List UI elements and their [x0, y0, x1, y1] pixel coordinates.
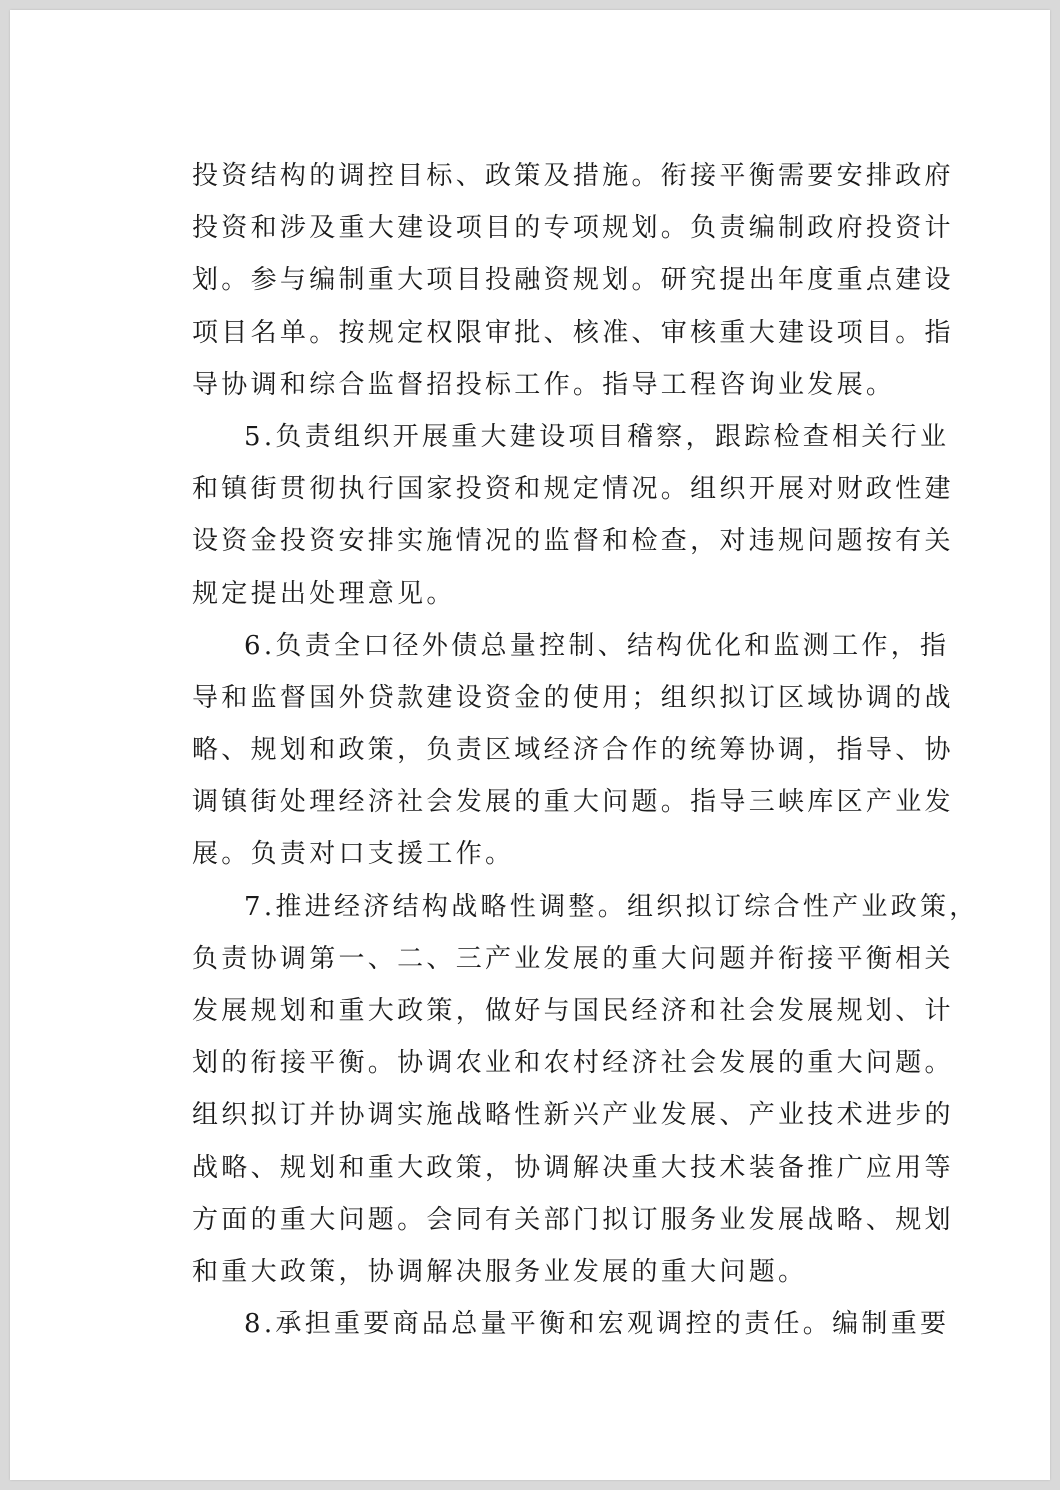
text-line: 项目名单。按规定权限审批、核准、审核重大建设项目。指: [192, 317, 954, 348]
text-line: 导和监督国外贷款建设资金的使用；组织拟订区域协调的战: [192, 682, 954, 713]
text-line: 负责协调第一、二、三产业发展的重大问题并衔接平衡相关: [192, 943, 954, 974]
text-line: 发展规划和重大政策，做好与国民经济和社会发展规划、计: [192, 996, 954, 1026]
text-line: 设资金投资安排实施情况的监督和检查，对违规问题按有关: [192, 526, 954, 557]
text-line: 展。负责对口支援工作。: [192, 839, 515, 870]
text-line: 战略、规划和重大政策，协调解决重大技术装备推广应用等: [192, 1152, 954, 1183]
text-line: 和重大政策，协调解决服务业发展的重大问题。: [192, 1256, 808, 1287]
paragraph-8-first-line: 8.承担重要商品总量平衡和宏观调控的责任。编制重要: [244, 1309, 950, 1340]
text-line: 调镇街处理经济社会发展的重大问题。指导三峡库区产业发: [192, 787, 954, 818]
text-line: 导协调和综合监督招投标工作。指导工程咨询业发展。: [192, 369, 896, 400]
text-line: 方面的重大问题。会同有关部门拟订服务业发展战略、规划: [192, 1204, 954, 1235]
document-body: [192, 150, 979, 1350]
text-line: 和镇街贯彻执行国家投资和规定情况。组织开展对财政性建: [192, 474, 954, 505]
text-line: 规定提出处理意见。: [192, 578, 456, 609]
text-line: 划的衔接平衡。协调农业和农村经济社会发展的重大问题。: [192, 1048, 954, 1079]
paragraph-7-first-line: 7.推进经济结构战略性调整。组织拟订综合性产业政策，: [244, 891, 979, 922]
text-line: 投资结构的调控目标、政策及措施。衔接平衡需要安排政府: [192, 161, 954, 191]
document-page: [10, 10, 1050, 1480]
paragraph-5-first-line: 5.负责组织开展重大建设项目稽察，跟踪检查相关行业: [244, 421, 950, 452]
text-line: 略、规划和政策，负责区域经济合作的统筹协调，指导、协: [192, 735, 954, 766]
text-line: 组织拟订并协调实施战略性新兴产业发展、产业技术进步的: [192, 1100, 954, 1131]
text-line: 划。参与编制重大项目投融资规划。研究提出年度重点建设: [192, 265, 954, 296]
text-line: 投资和涉及重大建设项目的专项规划。负责编制政府投资计: [192, 213, 954, 244]
paragraph-6-first-line: 6.负责全口径外债总量控制、结构优化和监测工作，指: [244, 630, 950, 661]
